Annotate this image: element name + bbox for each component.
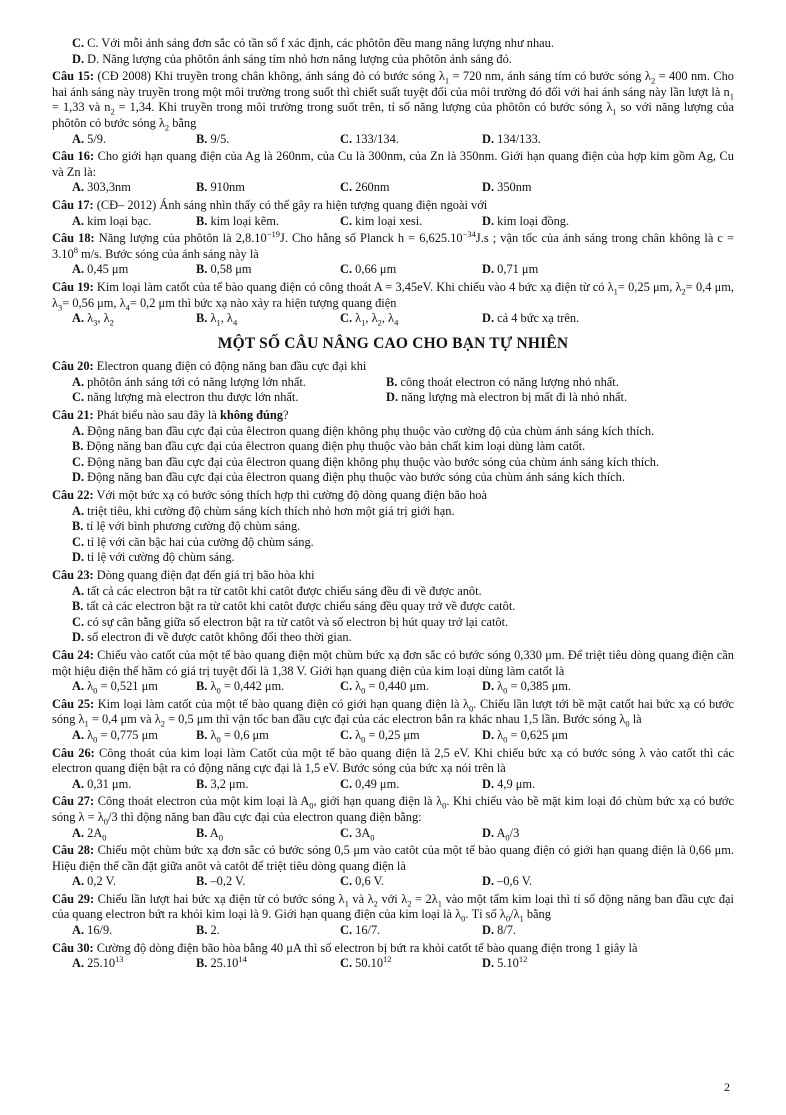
option-text: tỉ lệ với căn bậc hai của cường độ chùm sáng. — [84, 534, 314, 549]
option-letter: D. — [482, 825, 495, 840]
question-number: Câu 19: — [52, 279, 94, 294]
question-number: Câu 30: — [52, 940, 94, 955]
option-letter: C. — [72, 454, 85, 469]
question-number: Câu 27: — [52, 794, 95, 809]
option-text: Động năng ban đầu cực đại của êlectron quang điện không phụ thuộc vào cường độ của chùm ánh sáng kích thích. — [84, 423, 655, 438]
question — [52, 198, 734, 229]
question-text: Công thoát của kim loại làm Catốt của một tế bào quang điện là 2,5 eV. Khi chiếu bức xạ có bước sóng λ vào catốt thì các electron quang điện bật ra có động năng cực đại là 1,5 eV. Bước sóng của bức xạ nói trên là — [52, 745, 734, 776]
option-letter: B. — [196, 776, 208, 791]
question-number: Câu 21: — [52, 408, 94, 423]
option — [482, 311, 612, 327]
option-text: 25.10$^{14}$ — [207, 954, 247, 971]
option-text: 0,58 μm — [207, 262, 252, 277]
question-text: Cho giới hạn quang điện của Ag là 260nm, của Cu là 300nm, của Zn là 350nm. Giới hạn quang điện của hợp kim gồm Ag, Cu và Zn là: — [52, 149, 734, 179]
section-heading: MỘT SỐ CÂU NÂNG CAO CHO BẠN TỰ NHIÊN — [217, 334, 569, 352]
option-letter: C. — [340, 923, 353, 938]
question-text: (CĐ 2008) Khi truyền trong chân không, ánh sáng đỏ có bước sóng $\lambda_1 = 720$ nm, ánh sáng tím có bước sóng $\lambda_2 = 400$ nm. Cho hai ánh sáng này truyền trong một môi trường trong suốt thì chiết suất tuyệt đối của môi trường đó đối với hai ánh sáng này lần lượt là $n_1 = 1,33$ và $n_2 = 1,34$. Khi truyền trong môi trường trong suốt trên, tỉ số năng lượng của phôtôn có bước sóng $\lambda_1$ so với năng lượng của phôtôn có bước sóng $\lambda_2$ bằng — [52, 69, 735, 133]
option-text: $\lambda_0 = 0,440$ μm. — [352, 679, 429, 696]
option-letter: D. — [482, 874, 495, 889]
question-text: Kim loại làm catốt của tế bào quang điện có công thoát A = 3,45eV. Khi chiếu vào 4 bức xạ điện từ có $\lambda_1= 0,25$ μm, $\lambda_2= 0,4$ μm, $\lambda_3= 0,56$ μm, $\lambda_4= 0,2$ μm thì bức xạ nào xảy ra hiện tượng quang điện — [52, 279, 734, 312]
option-letter: A. — [72, 262, 85, 277]
option-row — [52, 923, 734, 939]
option-letter: D. — [386, 390, 399, 405]
option-text: kim loại bạc. — [84, 213, 152, 228]
question — [52, 568, 734, 646]
option-letter: D. — [72, 51, 85, 66]
option — [72, 470, 625, 484]
option-letter: B. — [386, 374, 398, 389]
option-text: $\lambda_0 = 0,442$ μm. — [207, 679, 285, 696]
question — [52, 149, 734, 196]
option-line — [52, 439, 734, 455]
option-text: tất cả các electron bật ra từ catôt khi catôt được chiếu sáng đều quay trở về được catôt. — [83, 599, 516, 614]
option-letter: B. — [196, 825, 208, 840]
option-text: có sự cân bằng giữa số electron bật ra từ catôt và số electron bị hút quay trở lại catôt. — [84, 614, 509, 629]
option-text: $\lambda_0 = 0,625$ μm — [494, 727, 568, 745]
option-text: kim loại đồng. — [494, 213, 570, 228]
option-row — [52, 214, 734, 230]
option-text: 303,3nm — [84, 180, 131, 195]
option-letter: B. — [196, 874, 208, 889]
option-letter: A. — [72, 956, 85, 971]
option-letter: A. — [72, 213, 85, 228]
option-letter: C. — [340, 874, 353, 889]
option-letter: B. — [196, 180, 208, 195]
option-letter: B. — [196, 679, 208, 694]
option-text: –0,6 V. — [494, 874, 533, 889]
option-text: Động năng ban đầu cực đại của êlectron quang điện phụ thuộc vào bước sóng của chùm ánh sáng kích thích. — [84, 470, 625, 485]
option-line — [52, 519, 734, 535]
option — [482, 262, 612, 278]
question-number: Câu 28: — [52, 843, 95, 858]
option — [340, 956, 482, 972]
option-text: tất cả các electron bật ra từ catôt khi catôt được chiếu sáng đều đi về được anôt. — [84, 583, 482, 598]
question-text: Electron quang điện có động năng ban đầu cực đại khi — [93, 359, 367, 374]
option — [196, 214, 340, 230]
option — [72, 375, 386, 391]
option-text: $A_0/3$ — [494, 825, 520, 842]
option — [72, 214, 196, 230]
option-letter: D. — [482, 213, 495, 228]
question — [52, 892, 734, 939]
option-letter: C. — [340, 956, 353, 971]
option-letter: A. — [72, 311, 85, 326]
option — [482, 777, 612, 793]
option-row — [52, 728, 734, 744]
option-line — [52, 36, 734, 52]
option-row — [52, 679, 734, 695]
option-text: 5.10$^{12}$ — [494, 954, 528, 971]
question-text: Dòng quang điện đạt đến giá trị bão hòa khi — [93, 568, 315, 582]
option-line — [52, 455, 734, 471]
option-text: $\lambda_3$, $\lambda_2$ — [84, 311, 114, 328]
question-number: Câu 25: — [52, 696, 95, 711]
option-text: 910nm — [207, 180, 245, 195]
option-letter: D. — [72, 550, 85, 565]
option — [482, 679, 612, 695]
option-text: $\lambda_1$, $\lambda_4$ — [207, 311, 238, 328]
question-number: Câu 17: — [52, 197, 94, 212]
option — [72, 311, 196, 327]
option — [340, 132, 482, 148]
option — [72, 132, 196, 148]
option-text: $\lambda_0 = 0,775$ μm — [84, 727, 158, 745]
option-text: triệt tiêu, khi cường độ chùm sáng kích thích nhỏ hơn một giá trị giới hạn. — [84, 503, 455, 518]
option-text: C. Với mỗi ánh sáng đơn sắc có tần số f xác định, các phôtôn đều mang năng lượng như nhau. — [87, 36, 554, 50]
option-letter: C. — [72, 614, 85, 629]
option-text: 9/5. — [207, 131, 230, 146]
option-letter: D. — [482, 262, 495, 277]
question — [52, 648, 734, 695]
question — [52, 231, 734, 278]
option-letter: A. — [72, 180, 85, 195]
question-number: Câu 16: — [52, 149, 95, 164]
option-text: 0,45 μm — [84, 262, 129, 277]
option — [72, 390, 386, 406]
option-line — [52, 504, 734, 520]
question-text: Kim loại làm catốt của một tế bào quang điện có giới hạn quang điện là $\lambda_0$. Chiếu lần lượt tới bề mặt catốt hai bức xạ có bước sóng $\lambda_1 = 0,4$ μm và $\lambda_2 = 0,5$ μm thì vận tốc ban đầu cực đại của các electron bắn ra khác nhau 1,5 lần. Bước sóng $\lambda_0$ là — [52, 696, 734, 729]
option — [340, 679, 482, 695]
question — [52, 843, 734, 890]
option-line — [52, 615, 734, 631]
option-line — [52, 550, 734, 566]
question — [52, 697, 734, 744]
option-letter: D. — [72, 630, 85, 645]
option — [196, 728, 340, 744]
option — [196, 826, 340, 842]
option-text: tỉ lệ với bình phương cường độ chùm sáng. — [83, 519, 301, 534]
option — [72, 262, 196, 278]
option — [340, 874, 482, 890]
option-letter: C. — [340, 131, 353, 146]
option-letter: B. — [72, 519, 84, 534]
option — [340, 311, 482, 327]
option — [72, 550, 235, 564]
option-text: 16/9. — [84, 923, 113, 938]
option — [72, 826, 196, 842]
option-letter: C. — [72, 390, 85, 405]
option-list — [52, 424, 734, 486]
option-text: $2A_0$ — [84, 825, 107, 842]
option-letter: C. — [340, 180, 353, 195]
question-number: Câu 15: — [52, 69, 94, 84]
question-text: Công thoát electron của một kim loại là $A_0$, giới hạn quang điện là $\lambda_0$. Khi chiếu vào bề mặt kim loại đó chùm bức xạ có bước sóng $\lambda = \lambda_0/3$ thì động năng ban đầu cực đại của electron quang điện bằng: — [52, 794, 734, 827]
question-number: Câu 24: — [52, 647, 94, 662]
question — [52, 280, 734, 327]
option-letter: D. — [482, 180, 495, 195]
option-text: $\lambda_0 = 0,6$ μm — [207, 727, 269, 745]
option — [482, 728, 612, 744]
option-text: 133/134. — [352, 131, 399, 146]
option-line — [52, 470, 734, 486]
option — [386, 375, 734, 391]
question-text: Phát biểu nào sau đây là — [96, 408, 220, 423]
option — [386, 390, 734, 406]
option — [482, 214, 612, 230]
option — [482, 923, 612, 939]
option-letter: D. — [482, 956, 495, 971]
question — [52, 69, 734, 147]
option-letter: A. — [72, 825, 85, 840]
option-row — [52, 826, 734, 842]
question-text: Chiếu một chùm bức xạ đơn sắc có bước sóng 0,5 μm vào catôt của một tế bào quang điện có giới hạn quang điện là 0,66 μm. Hiệu điện thế cần đặt giữa anôt và catôt để triệt tiêu dòng quang điện là — [52, 843, 734, 873]
option — [196, 923, 340, 939]
option — [72, 180, 196, 196]
option-text: 260nm — [352, 180, 390, 195]
question-text: Cường độ dòng điện bão hòa bằng 40 μA thì số electron bị bứt ra khỏi catốt tế bào quang điện trong 1 giây là — [93, 940, 638, 955]
option-line — [52, 52, 734, 68]
option-text: phôtôn ánh sáng tới có năng lượng lớn nhất. — [84, 374, 306, 389]
option-row — [52, 180, 734, 196]
option — [340, 214, 482, 230]
option-letter: D. — [482, 131, 495, 146]
question-number: Câu 22: — [52, 488, 94, 503]
document-page — [52, 36, 734, 972]
option — [72, 439, 585, 453]
option — [72, 519, 300, 533]
option-text: số electron đi về được catôt không đổi theo thời gian. — [84, 630, 352, 645]
option-text: 50.10$^{12}$ — [352, 954, 392, 971]
option-text: –0,2 V. — [207, 874, 246, 889]
option — [72, 535, 314, 549]
option — [340, 180, 482, 196]
option — [340, 262, 482, 278]
option — [196, 956, 340, 972]
option-letter: C. — [72, 36, 85, 50]
question — [52, 359, 734, 406]
option-text: 16/7. — [352, 923, 381, 938]
option-text: 0,71 μm — [494, 262, 539, 277]
option-letter: D. — [482, 727, 495, 742]
option — [72, 615, 508, 629]
option-text: $\lambda_0 = 0,521$ μm — [84, 679, 158, 696]
option-line — [52, 584, 734, 600]
option — [340, 777, 482, 793]
option-text: 0,31 μm. — [84, 776, 132, 791]
option-text: 134/133. — [494, 131, 541, 146]
option-text: năng lượng mà electron bị mất đi là nhỏ nhất. — [398, 390, 628, 405]
option-text: 8/7. — [494, 923, 517, 938]
option-text: $\lambda_0 = 0,25$ μm — [352, 727, 420, 745]
option-letter: B. — [196, 956, 208, 971]
question-number: Câu 26: — [52, 745, 95, 760]
option-row — [52, 375, 734, 406]
option-letter: D. — [72, 470, 85, 485]
question-number: Câu 29: — [52, 891, 95, 906]
option — [340, 826, 482, 842]
option-text: 0,66 μm — [352, 262, 397, 277]
option — [72, 923, 196, 939]
option-letter: A. — [72, 583, 85, 598]
option-letter: D. — [482, 311, 495, 326]
question-number: Câu 23: — [52, 568, 94, 582]
option — [196, 679, 340, 695]
option — [196, 262, 340, 278]
question-text: Với một bức xạ có bước sóng thích hợp thì cường độ dòng quang điện bão hoà — [93, 488, 488, 503]
option — [196, 777, 340, 793]
option-row — [52, 874, 734, 890]
option-letter: A. — [72, 679, 85, 694]
option-text: Động năng ban đầu cực đại của êlectron quang điện không phụ thuộc vào bước sóng của chùm ánh sáng kích thích. — [84, 454, 660, 469]
option-letter: B. — [196, 213, 208, 228]
option-text: $\lambda_0 = 0,385$ μm. — [494, 679, 571, 696]
option-row — [52, 956, 734, 972]
option-letter: B. — [196, 727, 208, 742]
option-text: 4,9 μm. — [494, 776, 536, 791]
question-number: Câu 20: — [52, 359, 94, 374]
option-row — [52, 777, 734, 793]
option-text: năng lượng mà electron thu được lớn nhất. — [84, 390, 299, 405]
option — [196, 874, 340, 890]
option-letter: A. — [72, 776, 85, 791]
option-letter: C. — [340, 311, 353, 326]
question — [52, 941, 734, 972]
option-row — [52, 132, 734, 148]
option-row — [52, 262, 734, 278]
option — [72, 679, 196, 695]
option-letter: B. — [196, 923, 208, 938]
option — [72, 956, 196, 972]
option-text: công thoát electron có năng lượng nhỏ nhất. — [397, 374, 619, 389]
option-text: kim loại xesi. — [352, 213, 423, 228]
option-letter: A. — [72, 503, 85, 518]
option — [72, 874, 196, 890]
option-letter: B. — [196, 311, 208, 326]
option — [482, 132, 612, 148]
option-row — [52, 311, 734, 327]
page-number: 2 — [724, 1080, 730, 1094]
emphasis-text: không đúng — [219, 408, 283, 423]
option — [72, 584, 482, 598]
option — [340, 923, 482, 939]
option-letter: A. — [72, 374, 85, 389]
question-text-end: ? — [282, 408, 289, 423]
option-line — [52, 424, 734, 440]
option-letter: B. — [196, 131, 208, 146]
question-21 — [52, 408, 734, 486]
option-letter: A. — [72, 423, 85, 438]
option — [72, 728, 196, 744]
option-letter: D. — [482, 679, 495, 694]
option-text: tỉ lệ với cường độ chùm sáng. — [84, 550, 235, 565]
option-letter: C. — [340, 776, 353, 791]
option-text: 5/9. — [84, 131, 107, 146]
option-line — [52, 630, 734, 646]
option-text: $\lambda_1$, $\lambda_2$, $\lambda_4$ — [352, 311, 399, 328]
option-letter: C. — [340, 679, 353, 694]
option — [196, 132, 340, 148]
option-text: D. Năng lượng của phôtôn ánh sáng tím nhỏ hơn năng lượng của phôtôn ánh sáng đỏ. — [87, 51, 512, 66]
option-line — [52, 599, 734, 615]
option-letter: C. — [340, 213, 353, 228]
option-letter: C. — [340, 727, 353, 742]
question-text: Chiếu vào catốt của một tế bào quang điện một chùm bức xạ đơn sắc có bước sóng 0,330 μm. Để triệt tiêu dòng quang điện cần một hiệu điện thế hãm có giá trị tuyệt đối là 1,38 V. Giới hạn quang điện của kim loại dùng làm catốt là — [52, 647, 735, 678]
option-letter: B. — [72, 599, 84, 614]
option — [72, 777, 196, 793]
question-text: (CĐ– 2012) Ánh sáng nhìn thấy có thể gây ra hiện tượng quang điện ngoài với — [93, 197, 488, 212]
option-letter: B. — [196, 262, 208, 277]
option — [72, 455, 659, 469]
option-letter: A. — [72, 131, 85, 146]
option-text: $3A_0$ — [352, 825, 375, 842]
question-number: Câu 18: — [52, 231, 95, 246]
option-letter: C. — [340, 825, 353, 840]
option — [196, 180, 340, 196]
option-text: kim loại kẽm. — [207, 213, 279, 228]
option-text: $A_0$ — [207, 825, 223, 842]
option — [196, 311, 340, 327]
option-text: 0,49 μm. — [352, 776, 400, 791]
option — [482, 826, 612, 842]
option — [482, 956, 612, 972]
option — [72, 599, 515, 613]
option — [72, 504, 455, 518]
question — [52, 794, 734, 841]
question-text: Năng lượng của phôtôn là $2,8.10^{-19}J$. Cho hằng số Planck $h = 6,625.10^{-34}J.s$ ; vận tốc của ánh sáng trong chân không là $c = 3.10^8$ m/s. Bước sóng của ánh sáng này là — [52, 229, 735, 261]
question — [52, 746, 734, 793]
option — [340, 728, 482, 744]
option-line — [52, 535, 734, 551]
option-letter: C. — [340, 262, 353, 277]
option-letter: A. — [72, 874, 85, 889]
option-text: 350nm — [494, 180, 532, 195]
option — [72, 424, 654, 438]
option-letter: D. — [482, 776, 495, 791]
option-letter: A. — [72, 923, 85, 938]
option — [482, 180, 612, 196]
question — [52, 488, 734, 566]
option-text: 0,2 V. — [84, 874, 116, 889]
option-text: Động năng ban đầu cực đại của êlectron quang điện phụ thuộc vào bản chất kim loại dùng làm catốt. — [83, 439, 586, 454]
option-text: 25.10$^{13}$ — [84, 954, 124, 971]
option-letter: D. — [482, 923, 495, 938]
option — [72, 630, 352, 644]
option-text: 2. — [207, 923, 220, 938]
option-letter: B. — [72, 439, 84, 454]
option-text: cả 4 bức xạ trên. — [494, 311, 580, 326]
question-text: Chiếu lần lượt hai bức xạ điện từ có bước sóng $\lambda_1$ và $\lambda_2$ với $\lambda_2 = 2\lambda_1$ vào một tấm kim loại thì tỉ số động năng ban đầu cực đại của quang electron bứt ra khỏi kim loại là 9. Giới hạn quang điện của kim loại là $\lambda_0$. Tỉ số $\lambda_0/\lambda_1$ bằng — [52, 891, 734, 924]
option — [482, 874, 612, 890]
option-letter: C. — [72, 534, 85, 549]
option-text: 3,2 μm. — [207, 776, 249, 791]
option-text: 0,6 V. — [352, 874, 384, 889]
option-letter: A. — [72, 727, 85, 742]
